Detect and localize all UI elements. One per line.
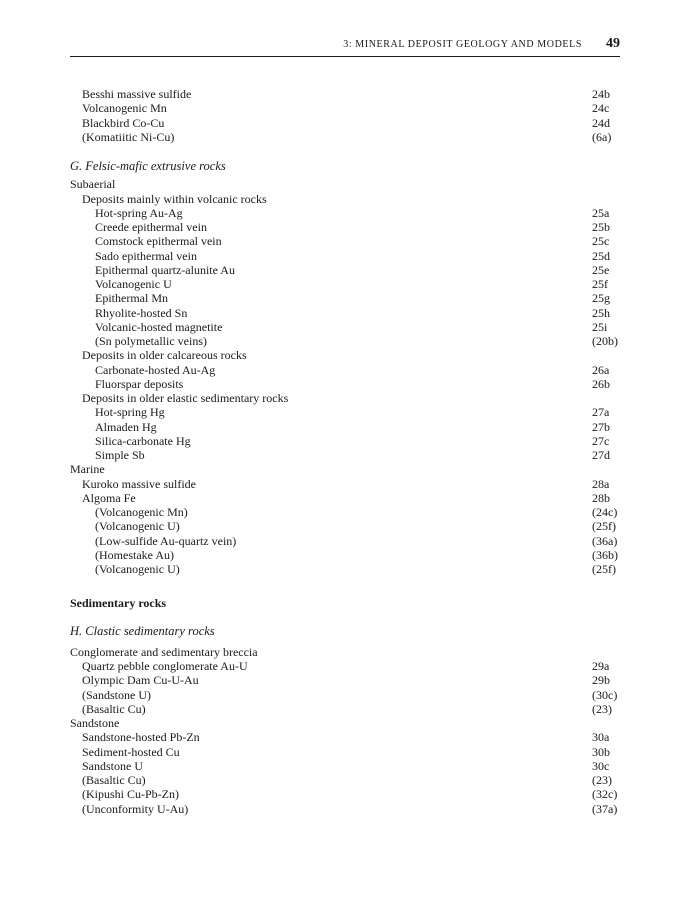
model-number: 24b [592,87,610,101]
model-number: 27b [592,419,610,434]
deposit-name: Kuroko massive sulfide [82,476,196,491]
list-item [70,130,620,144]
model-number: (6a) [592,129,612,144]
model-number: 25e [592,262,610,277]
subgroup-heading: Deposits in older calcareous rocks [82,348,247,363]
part-heading: Sedimentary rocks [70,596,167,611]
deposit-name: Rhyolite-hosted Sn [95,305,188,320]
list-item [70,534,620,548]
model-number: (25f) [592,562,616,576]
list-group [70,477,620,506]
deposit-name: (Volcanogenic U) [95,562,180,576]
model-number: 30c [592,758,610,773]
deposit-name: Simple Sb [95,448,145,462]
deposit-name: Almaden Hg [95,419,157,434]
list-item [70,363,620,377]
list-item [70,206,620,220]
group-heading: Sandstone [70,716,120,730]
list-group [70,206,620,349]
model-number: 27d [592,448,610,462]
list-item [70,562,620,576]
model-number: 24c [592,101,610,116]
section-title-g: G. Felsic-mafic extrusive rocks [70,159,226,173]
model-number: (20b) [592,334,618,348]
list-item [70,773,620,787]
list-item [70,320,620,334]
model-number: (37a) [592,801,618,816]
deposit-name: (Volcanogenic Mn) [95,505,188,519]
deposit-name: (Sandstone U) [82,687,151,702]
deposit-name: (Homestake Au) [95,547,174,562]
group-heading: Marine [70,462,105,477]
list-item [70,477,620,491]
deposit-name: Sandstone-hosted Pb-Zn [82,730,200,745]
deposit-name: Sandstone U [82,758,143,773]
list-item [70,101,620,115]
deposit-name: Sado epithermal vein [95,248,197,263]
deposit-name: Volcanic-hosted magnetite [95,319,223,334]
deposit-name: Algoma Fe [82,490,136,505]
deposit-model-list [70,87,620,816]
model-number: (32c) [592,787,618,802]
list-group [70,87,620,144]
model-number: 28a [592,476,610,491]
deposit-name: Comstock epithermal vein [95,234,222,249]
model-number: 29b [592,673,610,688]
deposit-name: (Sn polymetallic veins) [95,334,207,348]
model-number: 25i [592,319,608,334]
model-number: (25f) [592,519,616,534]
running-title: 3: MINERAL DEPOSIT GEOLOGY AND MODELS [343,39,582,50]
deposit-name: Epithermal Mn [95,291,168,306]
list-item [70,306,620,320]
list-item [70,291,620,305]
model-number: 25g [592,291,610,306]
deposit-name: Sediment-hosted Cu [82,744,180,759]
list-item [70,434,620,448]
deposit-name: Hot-spring Hg [95,405,165,420]
subgroup-heading: Deposits in older elastic sedimentary rocks [82,391,289,405]
model-number: 27a [592,405,610,420]
deposit-name: Olympic Dam Cu-U-Au [82,673,199,688]
list-item [70,334,620,348]
list-item [70,405,620,419]
deposit-name: Carbonate-hosted Au-Ag [95,362,216,377]
list-item [70,745,620,759]
list-item [70,491,620,505]
list-item [70,420,620,434]
list-group [70,730,620,816]
list-group [70,363,620,392]
model-number: 25b [592,220,610,234]
deposit-name: Silica-carbonate Hg [95,433,191,448]
model-number: 26b [592,376,610,391]
list-item [70,234,620,248]
model-number: 28b [592,490,610,505]
deposit-name: (Volcanogenic U) [95,519,180,534]
deposit-name: Blackbird Co-Cu [82,115,165,130]
section-title-h: H. Clastic sedimentary rocks [70,623,215,638]
list-group [70,405,620,462]
deposit-name: Hot-spring Au-Ag [95,205,183,220]
deposit-name: Fluorspar deposits [95,376,184,391]
list-item [70,116,620,130]
model-number: 25h [592,305,610,320]
model-number: 26a [592,362,610,377]
model-number: (36b) [592,547,618,562]
list-item [70,730,620,744]
list-item [70,548,620,562]
list-item [70,519,620,533]
running-header [70,36,620,57]
list-item [70,220,620,234]
list-item [70,759,620,773]
deposit-name: (Unconformity U-Au) [82,801,189,816]
list-item [70,802,620,816]
list-item [70,249,620,263]
model-number: (36a) [592,533,618,548]
list-item [70,377,620,391]
model-number: 25d [592,248,610,263]
deposit-name: Quartz pebble conglomerate Au-U [82,659,248,673]
model-number: (23) [592,701,612,716]
list-item [70,448,620,462]
list-item [70,688,620,702]
list-item [70,87,620,101]
model-number: 25f [592,277,608,291]
model-number: 27c [592,433,610,448]
model-number: 25a [592,205,610,220]
model-number: 29a [592,659,610,673]
group-heading: Subaerial [70,177,116,192]
list-item [70,659,620,673]
model-number: (23) [592,773,612,787]
deposit-name: Volcanogenic U [95,277,172,291]
list-group [70,659,620,716]
model-number: (30c) [592,687,618,702]
subgroup-heading: Deposits mainly within volcanic rocks [82,191,267,206]
list-item [70,702,620,716]
model-number: 30b [592,744,610,759]
deposit-name: (Low-sulfide Au-quartz vein) [95,533,237,548]
deposit-name: (Kipushi Cu-Pb-Zn) [82,787,179,802]
deposit-name: (Basaltic Cu) [82,701,146,716]
list-item [70,263,620,277]
deposit-name: (Komatiitic Ni-Cu) [82,129,175,144]
model-number: 25c [592,234,610,249]
deposit-name: Besshi massive sulfide [82,87,192,101]
page-number: 49 [606,36,620,51]
deposit-name: (Basaltic Cu) [82,773,146,787]
deposit-name: Volcanogenic Mn [82,101,167,116]
list-item [70,673,620,687]
model-number: (24c) [592,505,618,519]
model-number: 24d [592,115,610,130]
model-number: 30a [592,730,610,745]
list-item [70,505,620,519]
list-item [70,787,620,801]
list-group [70,505,620,576]
deposit-name: Epithermal quartz-alunite Au [95,262,235,277]
group-heading: Conglomerate and sedimentary breccia [70,644,258,659]
deposit-name: Creede epithermal vein [95,220,207,234]
list-item [70,277,620,291]
